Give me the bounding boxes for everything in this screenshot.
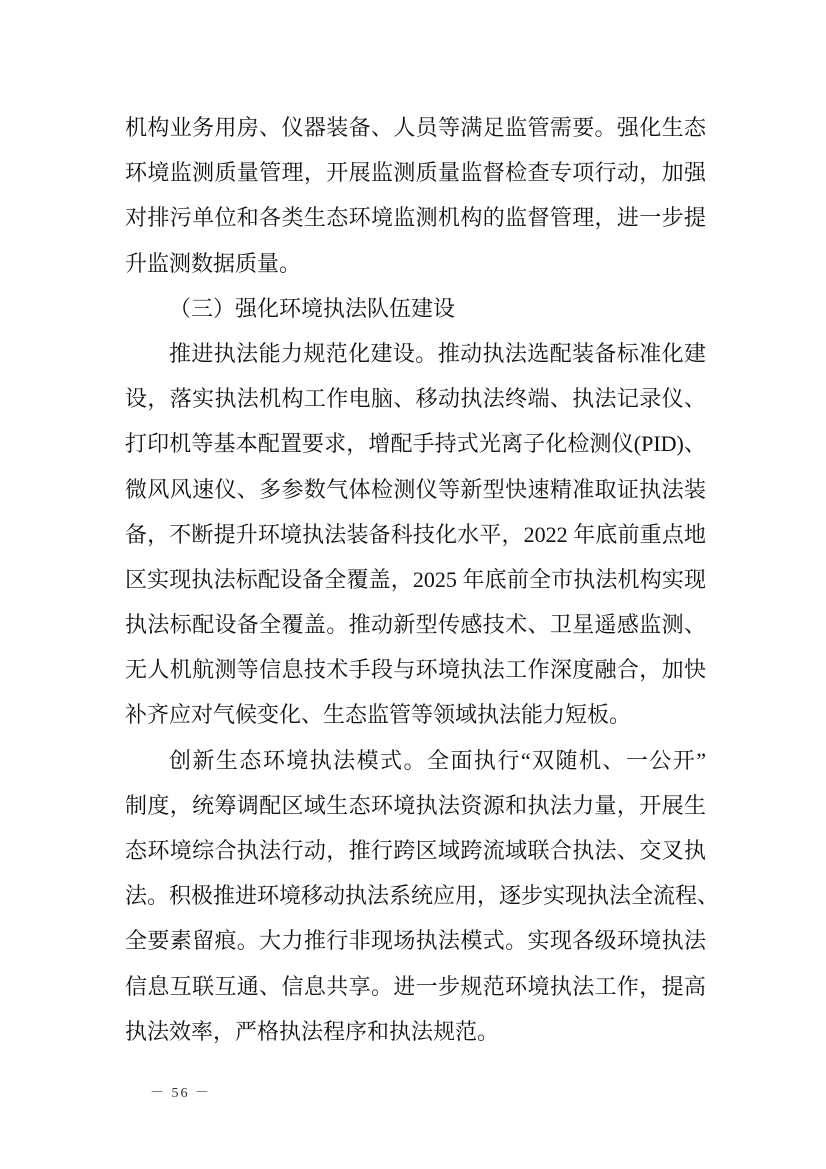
text-line: 制度，统筹调配区域生态环境执法资源和执法力量，开展生 [125,792,706,818]
text-line: 无人机航测等信息技术手段与环境执法工作深度融合，加快 [125,657,706,683]
text-line: 升监测数据质量。 [125,250,302,276]
text-line: 执法效率，严格执法程序和执法规范。 [125,1018,500,1044]
page-number: － 56 － [150,1086,211,1101]
text-line: （三）强化环境执法队伍建设 [169,295,456,321]
text-line: 微风风速仪、多参数气体检测仪等新型快速精准取证执法装 [125,476,706,502]
text-line: 环境监测质量管理，开展监测质量监督检查专项行动，加强 [125,160,706,186]
text-line: 对排污单位和各类生态环境监测机构的监督管理，进一步提 [125,205,706,231]
text-line: 执法标配设备全覆盖。推动新型传感技术、卫星遥感监测、 [125,612,706,638]
text-line: 推进执法能力规范化建设。推动执法选配装备标准化建 [169,340,706,366]
text-line: 设，落实执法机构工作电脑、移动执法终端、执法记录仪、 [125,386,706,412]
text-line: 备，不断提升环境执法装备科技化水平，2022 年底前重点地 [125,521,706,547]
text-line: 创新生态环境执法模式。全面执行“双随机、一公开” [169,747,706,773]
paragraph [125,738,720,1054]
text-line: 全要素留痕。大力推行非现场执法模式。实现各级环境执法 [125,928,706,954]
paragraph [125,331,706,738]
section-heading [125,286,706,331]
paragraph [125,105,706,286]
document-body [125,105,720,1054]
text-line: 机构业务用房、仪器装备、人员等满足监管需要。强化生态 [125,115,706,140]
text-line: 信息互联互通、信息共享。进一步规范环境执法工作，提高 [125,973,706,999]
text-line: 打印机等基本配置要求，增配手持式光离子化检测仪(PID)、 [125,431,706,457]
text-line: 态环境综合执法行动，推行跨区域跨流域联合执法、交叉执 [125,838,706,863]
text-line: 法。积极推进环境移动执法系统应用，逐步实现执法全流程、 [125,883,720,909]
text-line: 补齐应对气候变化、生态监管等领域执法能力短板。 [125,702,632,728]
text-line: 区实现执法标配设备全覆盖，2025 年底前全市执法机构实现 [125,566,706,592]
